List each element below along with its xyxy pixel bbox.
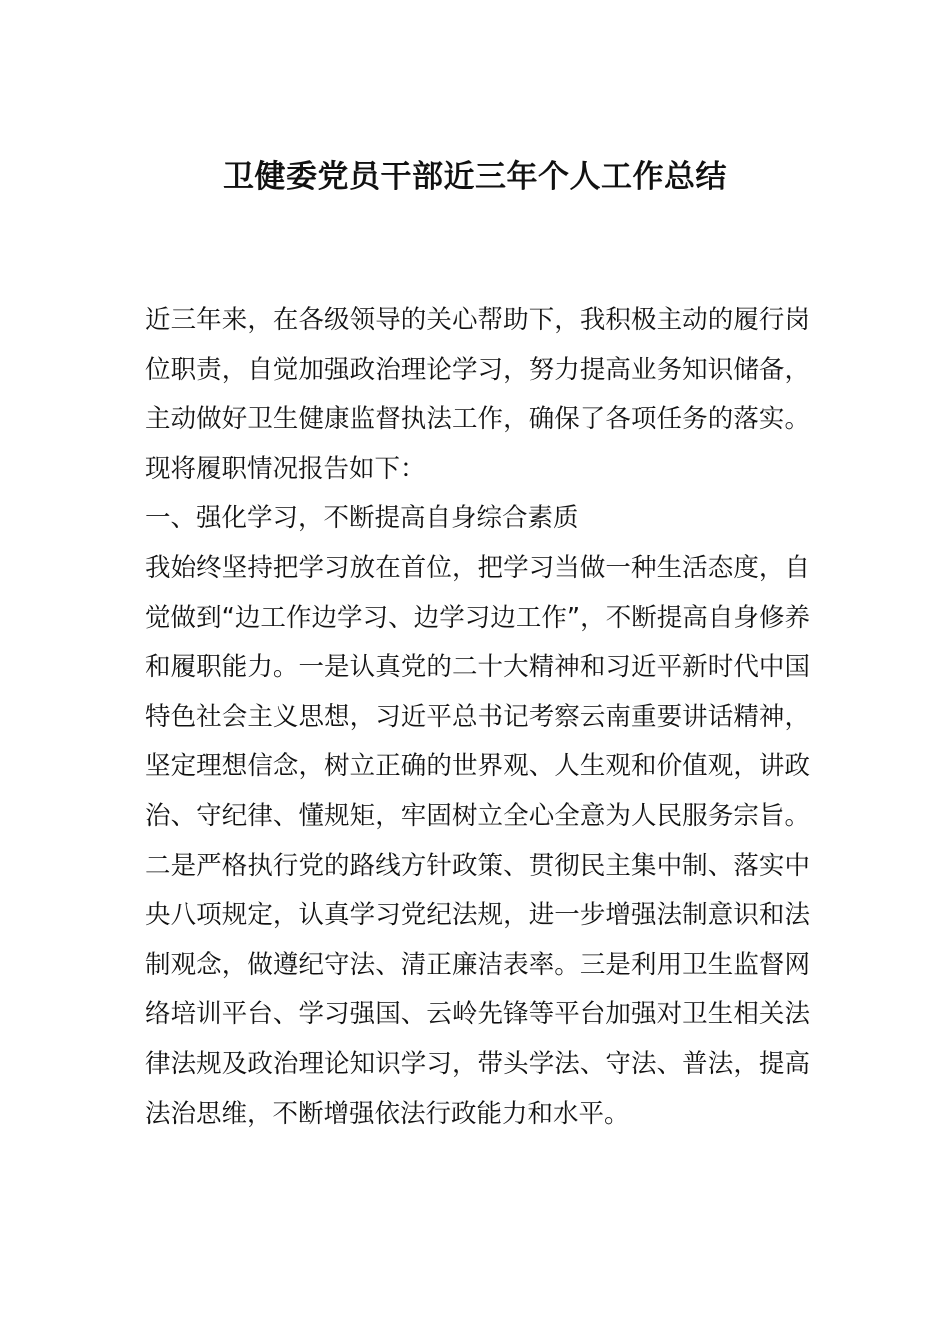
document-body xyxy=(145,296,810,1139)
intro-paragraph: 近三年来，在各级领导的关心帮助下，我积极主动的履行岗位职责，自觉加强政治理论学习，努力提高业务知识储备，主动做好卫生健康监督执法工作，确保了各项任务的落实。现将履职情况报告如下： xyxy=(145,305,810,484)
section-paragraph: 我始终坚持把学习放在首位，把学习当做一种生活态度，自觉做到“边工作边学习、边学习边工作”，不断提高自身修养和履职能力。一是认真党的二十大精神和习近平新时代中国特色社会主义思想，习近平总书记考察云南重要讲话精神，坚定理想信念，树立正确的世界观、人生观和价值观，讲政治、守纪律、懂规矩，牢固树立全心全意为人民服务宗旨。二是严格执行党的路线方针政策、贯彻民主集中制、落实中央八项规定，认真学习党纪法规，进一步增强法制意识和法制观念，做遵纪守法、清正廉洁表率。三是利用卫生监督网络培训平台、学习强国、云岭先锋等平台加强对卫生相关法律法规及政治理论知识学习，带头学法、守法、普法，提高法治思维，不断增强依法行政能力和水平。 xyxy=(145,552,810,1129)
document-title: 卫健委党员干部近三年个人工作总结 xyxy=(223,159,727,195)
section-heading: 一、强化学习，不断提高自身综合素质 xyxy=(145,503,579,534)
